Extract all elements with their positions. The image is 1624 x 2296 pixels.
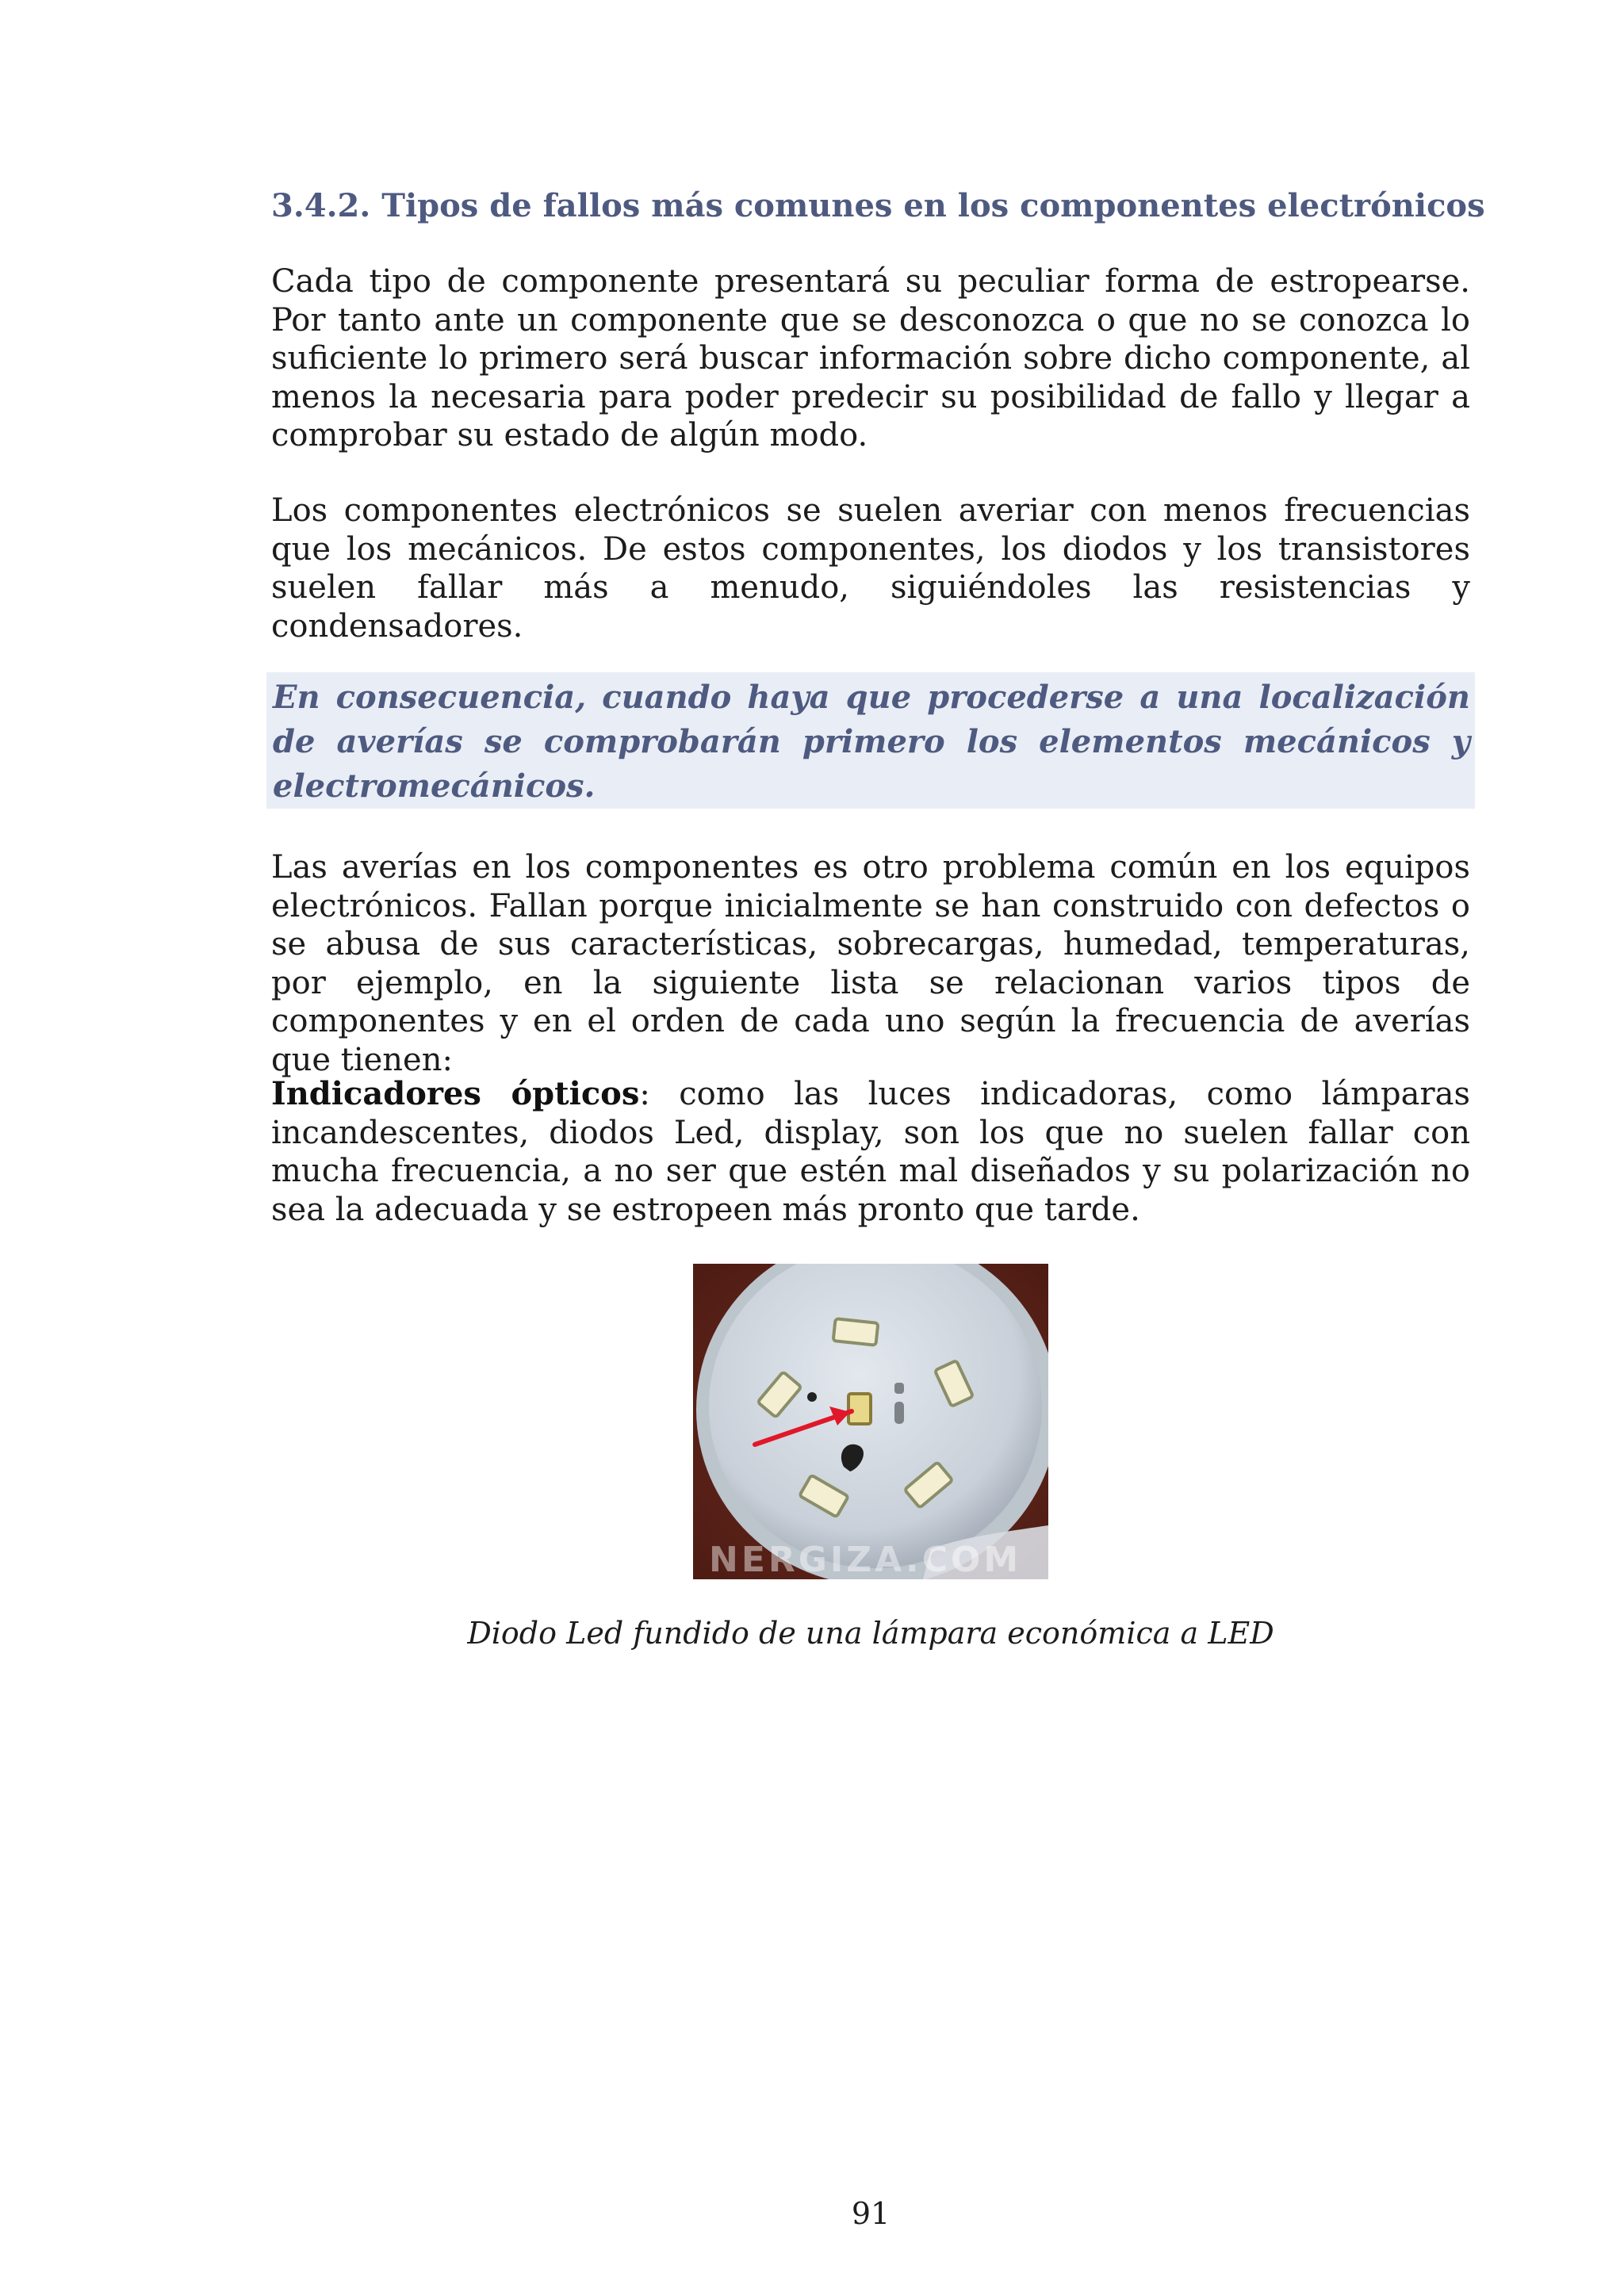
highlight-note: En consecuencia, cuando haya que procederse a una localización de averías se comprobarán primero los elementos mecánicos y electromecánicos.	[273, 679, 1470, 805]
paragraph-component-research: Cada tipo de componente presentará su peculiar forma de estropearse. Por tanto ante un componente que se desconozca o que no se conozca lo suficiente lo primero será buscar información sobre dicho componente, al menos la necesaria para poder predecir su posibilidad de fallo y llegar a comprobar su estado de algún modo.	[271, 263, 1470, 453]
page-number: 91	[851, 2196, 891, 2231]
component-pin	[894, 1383, 904, 1394]
led-chip	[833, 1318, 879, 1345]
paragraph-optical-indicators	[271, 1075, 1470, 1229]
led-lamp-photo	[693, 1264, 1048, 1579]
led-lamp-illustration	[693, 1264, 1048, 1579]
figure-caption: Diodo Led fundido de una lámpara económica a LED	[467, 1616, 1274, 1651]
component-pin	[894, 1402, 904, 1424]
screw-hole	[807, 1392, 817, 1402]
optical-indicators-text: : como las luces indicadoras, como lámparas incandescentes, diodos Led, display, son los que no suelen fallar con mucha frecuencia, a no ser que estén mal diseñados y su polarización no sea la adecuada y se estropeen más pronto que tarde.	[271, 1076, 1470, 1228]
optical-indicators-label: Indicadores ópticos	[271, 1075, 640, 1112]
paragraph-failure-frequency: Los componentes electrónicos se suelen averiar con menos frecuencias que los mecánicos. De estos componentes, los diodos y los transistores suelen fallar más a menudo, siguiéndoles las resistencias y condensadores.	[271, 492, 1470, 645]
paragraph-component-faults: Las averías en los componentes es otro problema común en los equipos electrónicos. Fallan porque inicialmente se han construido con defectos o se abusa de sus características, sobrecargas, humedad, temperaturas, por ejemplo, en la siguiente lista se relacionan varios tipos de componentes y en el orden de cada uno según la frecuencia de averías que tienen:	[271, 849, 1470, 1078]
blown-led-chip	[848, 1394, 871, 1424]
watermark: NERGIZA.COM	[709, 1540, 1022, 1579]
section-heading: 3.4.2. Tipos de fallos más comunes en los componentes electrónicos	[271, 187, 1485, 224]
